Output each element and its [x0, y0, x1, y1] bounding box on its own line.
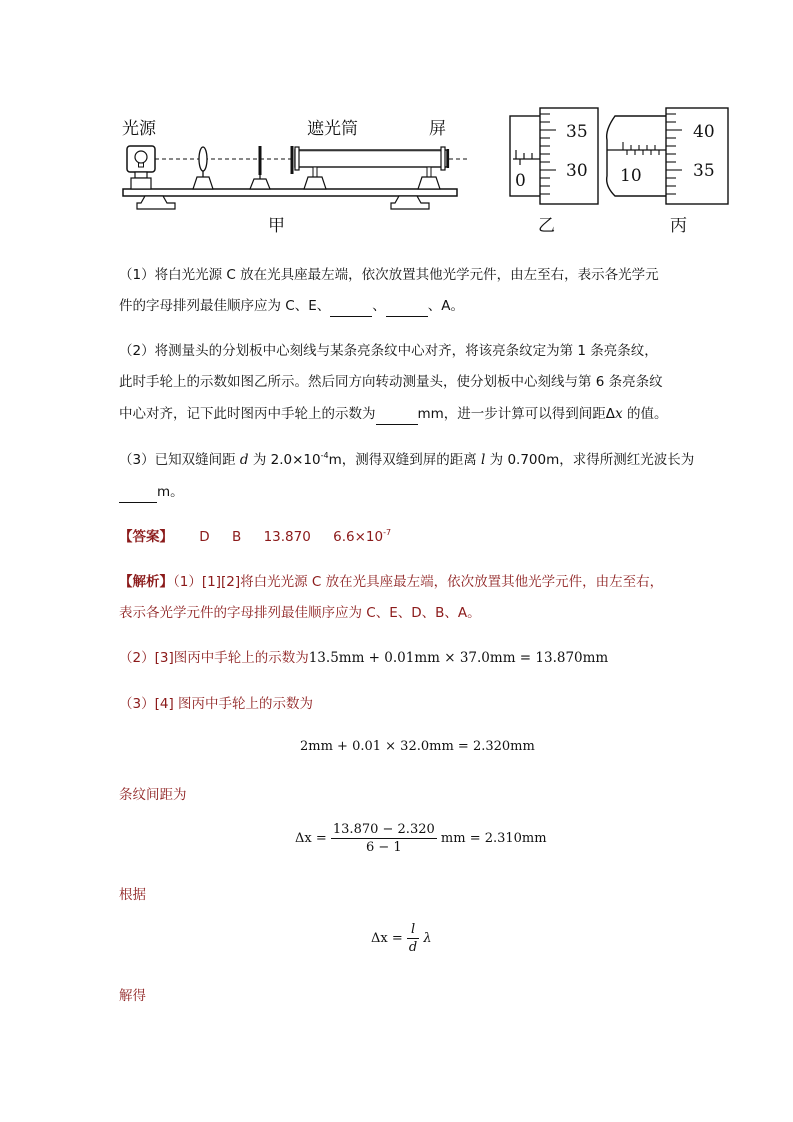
bench-foot-right [391, 196, 429, 209]
yi-main-zero: 0 [515, 171, 526, 191]
q1-sep: 、 [372, 298, 386, 314]
q1-line2-text: 件的字母排列最佳顺序应为 C、E、 [119, 298, 331, 314]
bulb-icon [135, 151, 147, 163]
analysis-p3: （3）[4] 图丙中手轮上的示数为 [119, 696, 314, 712]
q2-line3-mid: mm，进一步计算可以得到间距Δ [417, 406, 616, 422]
answer-3: 13.870 [263, 529, 311, 545]
analysis-label: 【解析】 [119, 574, 173, 590]
optical-bench [123, 189, 457, 196]
q3-var-l: l [481, 452, 486, 468]
q1-blank-1 [330, 296, 372, 317]
q1-line1: （1）将白光光源 C 放在光具座最左端，依次放置其他光学元件，由左至右，表示各光学元 [119, 267, 659, 283]
label-light-source: 光源 [122, 119, 156, 139]
bing-main-ten: 10 [620, 166, 642, 186]
q2-line1: （2）将测量头的分划板中心刻线与某条亮条纹中心对齐，将该亮条纹定为第 1 条亮条纹， [119, 343, 658, 359]
f2-fraction [331, 822, 437, 855]
yi-thimble-bottom: 30 [566, 161, 588, 181]
analysis-p2 [119, 648, 608, 668]
answer-label: 【答案】 [119, 529, 173, 545]
f2-num: 13.870 − 2.320 [332, 822, 435, 837]
bing-thimble-bottom: 35 [693, 161, 715, 181]
label-screen: 屏 [429, 119, 446, 139]
label-bing: 丙 [670, 216, 687, 236]
solve-label: 解得 [119, 988, 146, 1004]
q3-tail: m。 [157, 484, 184, 500]
q3-var-d: d [239, 452, 249, 468]
q3-pre: （3）已知双缝间距 [119, 452, 240, 468]
f3-num: l [407, 922, 419, 939]
q3-mid3: 为 0.700m，求得所测红光波长为 [485, 452, 695, 468]
f3-fraction [407, 922, 419, 955]
f2-den: 6 − 1 [365, 840, 402, 855]
q3-mid1: 为 2.0×10 [248, 452, 321, 468]
q3-blank [119, 482, 157, 503]
q1-blank-2 [386, 296, 428, 317]
q3-line1 [119, 450, 694, 470]
spacing-label: 条纹间距为 [119, 787, 187, 803]
q2-blank [376, 404, 418, 425]
q2-line3-pre: 中心对齐，记下此时图丙中手轮上的示数为 [119, 406, 376, 422]
f3-rhs: λ [423, 931, 432, 946]
analysis-p1-line2: 表示各光学元件的字母排列最佳顺序应为 C、E、D、B、A。 [119, 605, 481, 621]
q2-line3 [119, 404, 667, 425]
q3-exp1: -4 [320, 451, 329, 460]
q1-tail: 、A。 [427, 298, 464, 314]
formula-3 [371, 922, 432, 955]
q1-line2 [119, 296, 464, 317]
f2-rhs: mm = 2.310mm [440, 831, 547, 846]
lens-element [199, 147, 207, 171]
bing-thimble-top: 40 [693, 122, 715, 142]
f3-den: d [408, 940, 418, 955]
micrometer-yi [510, 108, 598, 204]
formula-1: 2mm + 0.01 × 32.0mm = 2.320mm [300, 739, 535, 754]
analysis-p2-formula: 13.5mm + 0.01mm × 37.0mm = 13.870mm [308, 650, 609, 666]
label-jia: 甲 [268, 216, 285, 236]
q2-line2: 此时手轮上的示数如图乙所示。然后同方向转动测量头，使分划板中心刻线与第 6 条亮条纹 [119, 374, 663, 390]
f2-lhs: Δx = [295, 831, 327, 846]
q3-line2 [119, 482, 184, 503]
analysis-p1-line1: （1）[1][2]将白光光源 C 放在光具座最左端，依次放置其他光学元件，由左至右， [173, 574, 664, 590]
analysis-line1 [119, 572, 663, 592]
experiment-figure [115, 100, 735, 245]
basis-label: 根据 [119, 887, 146, 903]
answer-2: B [232, 529, 242, 545]
analysis-p2-text: （2）[3]图丙中手轮上的示数为 [119, 650, 309, 666]
answer-line [119, 527, 391, 547]
q3-mid2: m，测得双缝到屏的距离 [328, 452, 482, 468]
light-shield-tube [295, 150, 447, 167]
micrometer-bing [607, 108, 728, 204]
q2-var-x: x [615, 406, 623, 422]
f3-lhs: Δx = [371, 931, 403, 946]
formula-2 [295, 822, 547, 855]
label-yi: 乙 [538, 216, 555, 236]
bench-foot-left [137, 196, 175, 209]
yi-thimble-top: 35 [566, 122, 588, 142]
answer-4: $6.6\times 10^{-7}$ [333, 528, 392, 545]
label-tube: 遮光筒 [307, 119, 358, 139]
answer-1: D [199, 529, 210, 545]
q2-line3-tail: 的值。 [622, 406, 668, 422]
